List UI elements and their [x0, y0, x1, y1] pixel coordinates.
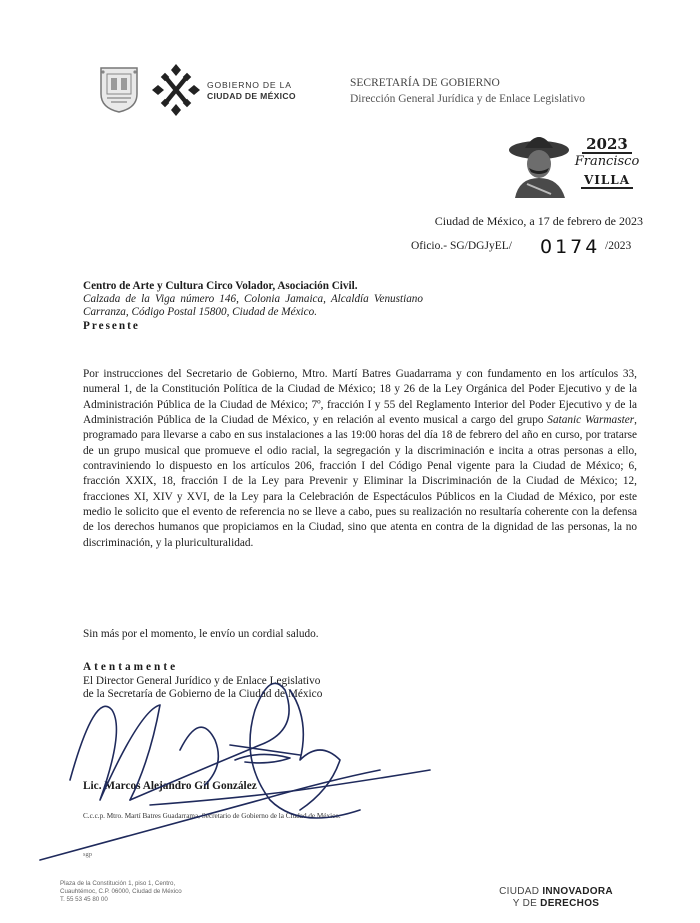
signer-name: Lic. Marcos Alejandro Gil González	[83, 780, 257, 792]
footer-address-line2: Cuauhtémoc, C.P. 06000, Ciudad de México	[60, 888, 182, 895]
oficio-year: /2023	[605, 240, 632, 252]
government-name-line1: GOBIERNO DE LA	[207, 80, 292, 90]
signature-block	[83, 661, 403, 702]
directorate-name: Dirección General Jurídica y de Enlace Legislativo	[350, 93, 586, 105]
francisco-villa-portrait-icon	[505, 128, 577, 198]
secretariat-name: SECRETARÍA DE GOBIERNO	[350, 77, 500, 89]
footer-phone: T. 55 53 45 80 00	[60, 896, 108, 903]
signer-title-line2: de la Secretaría de Gobierno de la Ciudad de México	[83, 688, 323, 700]
footer-motto	[486, 886, 626, 910]
oficio-number: 0174	[540, 236, 601, 258]
atentamente-label: Atentamente	[83, 661, 179, 673]
recipient-address: Calzada de la Viga número 146, Colonia Jamaica, Alcaldía Venustiano Carranza, Código Postal 15800, Ciudad de México.	[83, 293, 423, 318]
motto-line1-b: INNOVADORA	[542, 886, 613, 897]
footer-address	[60, 880, 260, 904]
motto-line1-a: CIUDAD	[499, 886, 543, 897]
band-name: Satanic Warmaster	[547, 414, 635, 427]
commemorative-last-name: VILLA	[581, 173, 633, 189]
coat-of-arms-icon	[97, 64, 141, 114]
signer-title-line1: El Director General Jurídico y de Enlace Legislativo	[83, 674, 321, 687]
recipient-block	[83, 280, 423, 333]
body-part1: Por instrucciones del Secretario de Gobierno, Mtro. Martí Batres Guadarrama y con fundamento en los artículos 33, numeral 1, de la Constitución Política de la Ciudad de México; 18 y 26 de la Ley Orgánica del Poder Ejecutivo y de la Administración Pública de la Ciudad de México; 7º, fracción I y 55 del Reglamento Interior del Poder Ejecutivo y de la Administración Pública de la Ciudad de México, y en relación al evento musical a cargo del grupo	[83, 368, 637, 427]
government-name	[207, 80, 317, 102]
cdmx-logo-icon	[150, 62, 202, 118]
typist-initials: sgp	[83, 851, 93, 858]
letter-body	[83, 367, 637, 551]
closing-line: Sin más por el momento, le envío un cordial saludo.	[83, 628, 319, 640]
oficio-prefix: Oficio.- SG/DGJyEL/	[411, 240, 512, 252]
government-name-line2: CIUDAD DE MÉXICO	[207, 91, 296, 101]
secretariat-header	[350, 75, 660, 107]
motto-line2-b: DERECHOS	[540, 898, 600, 909]
commemorative-first-name: Francisco	[574, 154, 640, 169]
commemorative-year: 2023	[582, 136, 632, 154]
body-part2: , programado para llevarse a cabo en sus instalaciones a las 19:00 horas del día 18 de febrero del año en curso, por tratarse de un grupo musical que promueve el odio racial, la segregación y la discriminación e incita a otras personas a ello, contraviniendo lo dispuesto en los artículos 206, fracción I del Código Penal vigente para la Ciudad de México; 6, fracción XXIX, 18, fracción I de la Ley para Prevenir y Eliminar la Discriminación de la Ciudad de México; 12, fracciones XI, XIV y XVI, de la Ley para la Celebración de Espectáculos Públicos en la Ciudad de México, por este medio le solicito que el evento de referencia no se lleve a cabo, pues su realización no resultaría coherente con la defensa de los derechos humanos que propiciamos en la Ciudad, sino que atenta en contra de la dignidad de las personas, la no discriminación, y la pluriculturalidad.	[83, 414, 637, 549]
carbon-copy-line: C.c.c.p. Mtro. Martí Batres Guadarrama, Secretario de Gobierno de la Ciudad de México.	[83, 812, 341, 820]
commemorative-emblem	[572, 134, 642, 189]
motto-line2-a: Y DE	[512, 898, 541, 909]
recipient-name: Centro de Arte y Cultura Circo Volador, Asociación Civil.	[83, 280, 358, 292]
footer-address-line1: Plaza de la Constitución 1, piso 1, Centro,	[60, 880, 176, 887]
recipient-salutation: Presente	[83, 320, 140, 332]
letter-date: Ciudad de México, a 17 de febrero de 2023	[434, 214, 643, 228]
